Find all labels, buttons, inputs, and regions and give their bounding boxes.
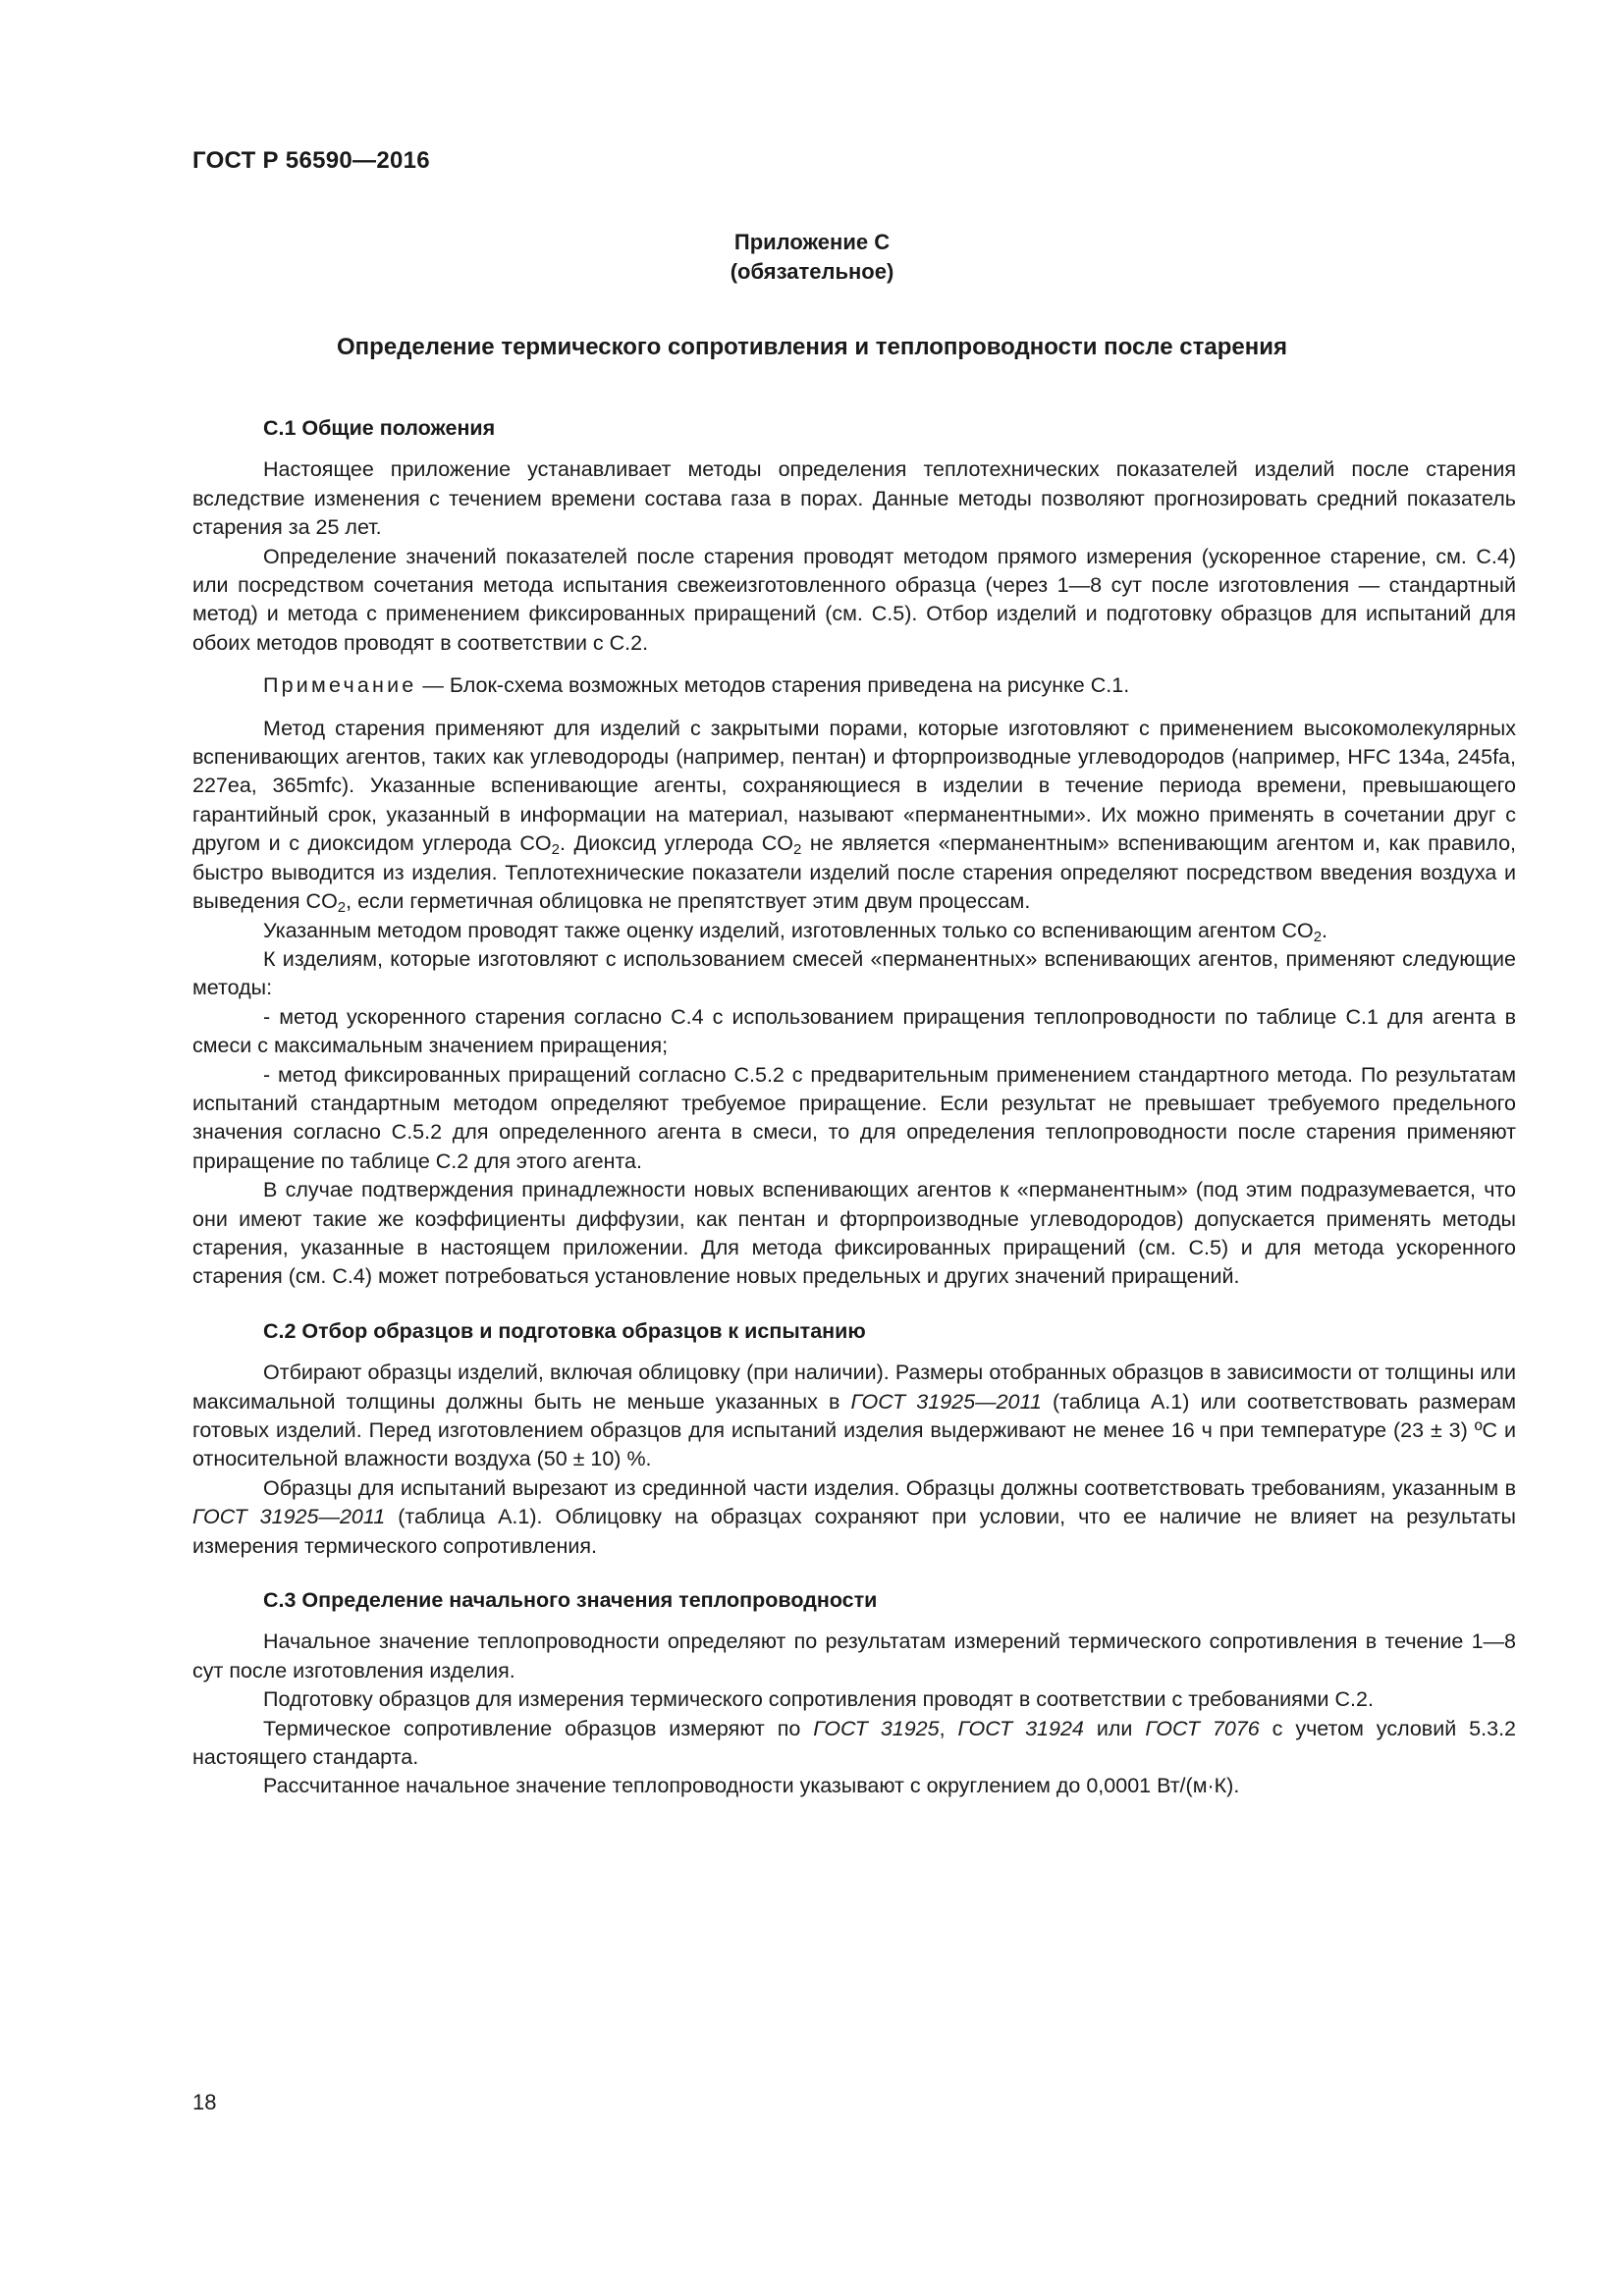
list-item: - метод ускоренного старения согласно С.4 с использованием приращения теплопроводности по таблице С.1 для агента в смеси с максимальным значением приращения;	[192, 1004, 1516, 1058]
paragraph: Определение значений показателей после старения проводят методом прямого измерения (ускоренное старение, см. С.4) или посредством сочетания метода испытания свежеизготовленного образца (через 1—8 сут после изготовления — стандартный метод) и метода с применением фиксированных приращений (см. С.5). Отбор изделий и подготовку образцов для испытаний для обоих методов проводят в соответствии с С.2.	[192, 544, 1516, 655]
standard-reference: ГОСТ 31925	[813, 1716, 940, 1740]
document-body	[192, 414, 1516, 1801]
list-item: - метод фиксированных приращений согласно С.5.2 с предварительным применением стандартного метода. По результатам испытаний стандартным методом определяют требуемое приращение. Если результат не превышает требуемого предельного значения согласно С.5.2 для определенного агента в смеси, то для определения теплопроводности после старения применяют приращение по таблице С.2 для этого агента.	[192, 1062, 1516, 1173]
standard-reference: ГОСТ 31925—2011	[850, 1389, 1042, 1414]
paragraph: Настоящее приложение устанавливает методы определения теплотехнических показателей изделий после старения вследствие изменения с течением времени состава газа в порах. Данные методы позволяют прогнозировать средний показатель старения за 25 лет.	[192, 457, 1516, 540]
document-code: ГОСТ Р 56590—2016	[192, 147, 430, 174]
paragraph: Подготовку образцов для измерения термического сопротивления проводят в соответствии с требованиями С.2.	[263, 1687, 1374, 1712]
paragraph	[192, 1715, 1516, 1773]
paragraph: К изделиям, которые изготовляют с использованием смесей «перманентных» вспенивающих агентов, применяют следующие методы:	[192, 946, 1516, 1000]
subscript: 2	[792, 841, 802, 859]
paragraph	[192, 1359, 1516, 1474]
subscript: 2	[337, 899, 347, 917]
text-run: Термическое сопротивление образцов измеряют по	[263, 1716, 814, 1740]
text-run: с учетом условий 5.3.2 настоящего стандарта.	[192, 1716, 1517, 1770]
appendix-status: (обязательное)	[730, 259, 894, 284]
paragraph: Начальное значение теплопроводности определяют по результатам измерений термического сопротивления в течение 1—8 сут после изготовления изделия.	[192, 1629, 1516, 1682]
standard-reference: ГОСТ 7076	[1145, 1716, 1260, 1740]
text-run: Метод старения применяют для изделий с закрытыми порами, которые изготовляют с применением высокомолекулярных вспенивающих агентов, таких как углеводороды (например, пентан) и фторпроизводные углеводородов (например, HFC 134a, 245fa, 227ea, 365mfc). Указанные вспенивающие агенты, сохраняющиеся в изделии в течение периода времени, превышающего гарантийный срок, указанный в информации на материал, называют «перманентными». Их можно применять в сочетании друг с другом и с диоксидом углерода CO	[192, 716, 1516, 856]
note-text: — Блок-схема возможных методов старения приведена на рисунке С.1.	[416, 673, 1130, 698]
text-run: Указанным методом проводят также оценку изделий, изготовленных только со вспенивающим агентом CO	[263, 918, 1314, 942]
text-run: (таблица А.1). Облицовку на образцах сохраняют при условии, что ее наличие не влияет на результаты измерения термического сопротивления.	[192, 1505, 1516, 1558]
text-run: . Диоксид углерода CO	[560, 831, 793, 856]
appendix-label: Приложение С	[733, 230, 891, 254]
standard-reference: ГОСТ 31925—2011	[192, 1505, 386, 1529]
appendix-header	[0, 228, 1624, 287]
paragraph: Рассчитанное начальное значение теплопроводности указывают с округлением до 0,0001 Вт/(м·К).	[263, 1774, 1240, 1798]
paragraph	[192, 715, 1516, 917]
text-run: , если герметичная облицовка не препятствует этим двум процессам.	[346, 889, 1031, 914]
paragraph: В случае подтверждения принадлежности новых вспенивающих агентов к «перманентным» (под этим подразумевается, что они имеют такие же коэффициенты диффузии, как пентан и фторпроизводные углеводородов) допускается применять методы старения, указанные в настоящем приложении. Для метода фиксированных приращений (см. С.5) и для метода ускоренного старения (см. С.4) может потребоваться установление новых предельных и других значений приращений.	[192, 1178, 1516, 1289]
section-heading-c2: С.2 Отбор образцов и подготовка образцов к испытанию	[263, 1318, 866, 1343]
note-label: Примечание	[263, 673, 417, 698]
standard-reference: ГОСТ 31924	[957, 1716, 1084, 1740]
section-heading-c3: С.3 Определение начального значения теплопроводности	[263, 1588, 878, 1613]
text-run: не является «перманентным» вспенивающим агентом и, как правило, быстро выводится из изделия. Теплотехнические показатели изделий после старения определяют посредством введения воздуха и выведения CO	[192, 831, 1516, 914]
text-run: .	[1322, 918, 1328, 942]
subscript: 2	[1313, 928, 1323, 945]
paragraph	[192, 1474, 1516, 1561]
text-run: Образцы для испытаний вырезают из срединной части изделия. Образцы должны соответствовать требованиям, указанным в	[263, 1475, 1516, 1500]
text-run: или	[1083, 1716, 1146, 1740]
appendix-title: Определение термического сопротивления и теплопроводности после старения	[337, 334, 1287, 360]
paragraph	[192, 917, 1516, 945]
page-number: 18	[192, 2090, 217, 2114]
text-run: (таблица А.1) или соответствовать размерам готовых изделий. Перед изготовлением образцов для испытаний изделия выдерживают не менее 16 ч при температуре (23 ± 3) ºС и относительной влажности воздуха (50 ± 10) %.	[192, 1389, 1517, 1471]
text-run: Отбирают образцы изделий, включая облицовку (при наличии). Размеры отобранных образцов в зависимости от толщины или максимальной толщины должны быть не меньше указанных в	[192, 1361, 1516, 1414]
subscript: 2	[551, 841, 561, 859]
text-run: ,	[939, 1716, 958, 1740]
section-heading-c1: С.1 Общие положения	[263, 416, 496, 440]
note	[192, 671, 1516, 700]
